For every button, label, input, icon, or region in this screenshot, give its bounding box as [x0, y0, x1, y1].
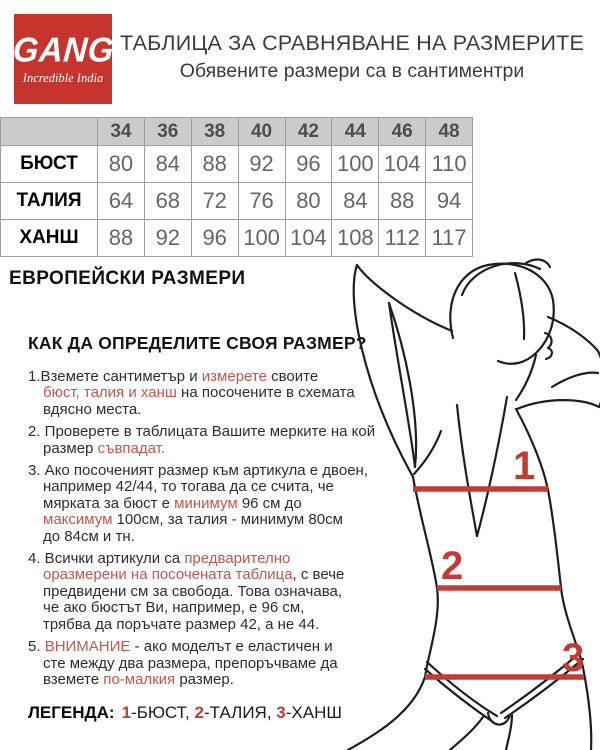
size-value-cell: 104 [379, 146, 426, 183]
size-value-cell: 94 [426, 183, 473, 220]
how-to-heading: КАК ДА ОПРЕДЕЛИТЕ СВОЯ РАЗМЕР? [28, 333, 367, 353]
instruction-text: до 84см и тн. [43, 527, 135, 545]
measure-label-cell: ТАЛИЯ [1, 183, 98, 220]
figure-hair-swirl [462, 263, 540, 295]
instruction-text: - ако моделът е еластичен и [130, 638, 333, 656]
figure-right-arm [517, 317, 600, 409]
size-value-cell: 92 [144, 220, 191, 257]
size-value-cell: 117 [426, 220, 473, 257]
instruction-text: предвидени см за свобода. Това означава, [43, 582, 343, 600]
instruction-number: 3. [28, 462, 41, 480]
size-table-row [1, 183, 473, 220]
size-value-cell: 88 [379, 183, 426, 220]
size-table-corner-cell [1, 118, 98, 146]
instruction-text-highlight: ВНИМАНИЕ [44, 638, 131, 656]
page-title: ТАБЛИЦА ЗА СРАВНЯВАНЕ НА РАЗМЕРИТЕ [119, 31, 585, 55]
instruction-number: 1. [28, 368, 41, 385]
size-value-cell: 100 [238, 220, 285, 257]
instruction-text: Проверете в таблицата Вашите мерките на кой [40, 423, 376, 441]
size-value-cell: 88 [98, 220, 145, 257]
instruction-number: 5. [28, 638, 41, 656]
hip-marker-label: 3 [562, 636, 585, 680]
waist-marker-label: 2 [441, 544, 464, 588]
instruction-text-highlight: максимум [43, 511, 113, 529]
size-header-cell: 40 [238, 118, 285, 146]
figure-bikini-band [427, 662, 497, 716]
instruction-text-highlight: по-малкия [103, 670, 176, 688]
size-value-cell: 96 [191, 220, 238, 257]
size-header-cell: 42 [285, 118, 332, 146]
figure-head [450, 264, 553, 364]
legend-text: -БЮСТ, [131, 703, 195, 722]
instruction-text: 96 см до [237, 494, 302, 512]
legend-marker-number: 3 [276, 703, 286, 722]
measure-label-cell: БЮСТ [1, 146, 98, 183]
size-value-cell: 76 [238, 183, 285, 220]
size-header-cell: 46 [379, 118, 426, 146]
size-value-cell: 110 [426, 146, 473, 183]
instruction-text: Вземете сантиметър и [40, 368, 202, 385]
figure-left-leg [450, 717, 483, 750]
instruction-text-highlight: предварително [184, 550, 291, 568]
instruction-text: мярката за бюст е [43, 494, 175, 512]
page-subtitle: Обявените размери са в сантиментри [179, 60, 525, 82]
measure-label-cell: ХАНШ [1, 220, 98, 257]
size-value-cell: 112 [379, 220, 426, 257]
instruction-text-highlight: бюст, талия и ханш [43, 384, 177, 402]
size-table-body [1, 146, 473, 257]
size-header-cell: 44 [332, 118, 379, 146]
instruction-text: своите [266, 368, 319, 385]
instruction-text: на посочените в схемата [176, 384, 355, 402]
size-value-cell: 104 [285, 220, 332, 257]
size-value-cell: 100 [332, 146, 379, 183]
size-table-row [1, 146, 473, 183]
figure-hairline [515, 273, 524, 339]
european-sizes-heading: ЕВРОПЕЙСКИ РАЗМЕРИ [9, 268, 246, 289]
instruction-text: размер. [175, 670, 234, 688]
figure-left-leg [348, 677, 425, 750]
instruction-text: вземете [43, 670, 104, 688]
instruction-text-highlight: измерете [201, 368, 267, 385]
size-value-cell: 64 [98, 183, 145, 220]
size-value-cell: 108 [332, 220, 379, 257]
size-table-row [1, 220, 473, 257]
instruction-text-highlight: минимум [174, 494, 238, 512]
figure-back-hair [477, 397, 507, 536]
instruction-number: 4. [28, 550, 41, 568]
header-titles [112, 31, 592, 83]
brand-name: GANG [11, 29, 115, 69]
legend-marker-number: 2 [194, 703, 204, 722]
size-value-cell: 96 [285, 146, 332, 183]
size-header-cell: 38 [191, 118, 238, 146]
legend-label: ЛЕГЕНДА: [28, 703, 115, 722]
size-value-cell: 68 [144, 183, 191, 220]
figure-left-arm [357, 265, 452, 331]
instruction-text: вдясно места. [43, 400, 142, 418]
figure-right-leg [584, 673, 591, 750]
figure-left-shoulder [414, 431, 441, 474]
instruction-text: че ако бюстът Ви, например, е 96 см, [43, 599, 305, 617]
legend-text: -ТАЛИЯ, [203, 703, 277, 722]
figure-back-hair [457, 405, 477, 536]
instruction-text: 100см, за талия - минимум 80см [112, 511, 343, 529]
size-value-cell: 84 [332, 183, 379, 220]
instruction-text: Всички артикули са [40, 550, 185, 568]
legend-marker-number: 1 [121, 703, 132, 722]
figure-torso-left [413, 477, 438, 677]
instruction-text: например 42/44, то тогава да се счита, че [43, 478, 334, 496]
size-value-cell: 80 [98, 146, 145, 183]
legend-parts [122, 703, 342, 722]
figure-bikini-crotch [488, 713, 510, 725]
instruction-text-highlight: съвпадат. [97, 439, 166, 457]
size-table [0, 117, 473, 257]
legend [28, 703, 342, 723]
size-value-cell: 80 [285, 183, 332, 220]
body-measurement-figure [340, 255, 600, 750]
size-value-cell: 92 [238, 146, 285, 183]
figure-right-forearm [552, 373, 598, 387]
legend-text: -ХАНШ [285, 703, 342, 722]
figure-left-arm [354, 265, 413, 477]
bust-marker-label: 1 [513, 444, 536, 488]
instruction-text: размер [43, 439, 98, 457]
size-value-cell: 72 [191, 183, 238, 220]
instruction-text-highlight: оразмерени на посочената таблица [43, 566, 293, 584]
size-header-cell: 48 [426, 118, 473, 146]
brand-logo [11, 14, 115, 104]
instruction-number: 2. [28, 423, 41, 441]
instruction-text: сте между два размера, препоръчваме да [43, 654, 338, 672]
instruction-text: , с вече [292, 566, 345, 584]
instruction-text: Ако посоченият размер към артикула е двоен, [40, 462, 368, 480]
brand-tagline: Incredible India [22, 70, 104, 85]
instruction-text: трябва да поръчате размер 42, а не 44. [43, 615, 320, 633]
size-value-cell: 88 [191, 146, 238, 183]
size-header-cell: 34 [98, 118, 145, 146]
size-header-cell: 36 [144, 118, 191, 146]
size-value-cell: 84 [144, 146, 191, 183]
size-table-head [1, 118, 473, 146]
